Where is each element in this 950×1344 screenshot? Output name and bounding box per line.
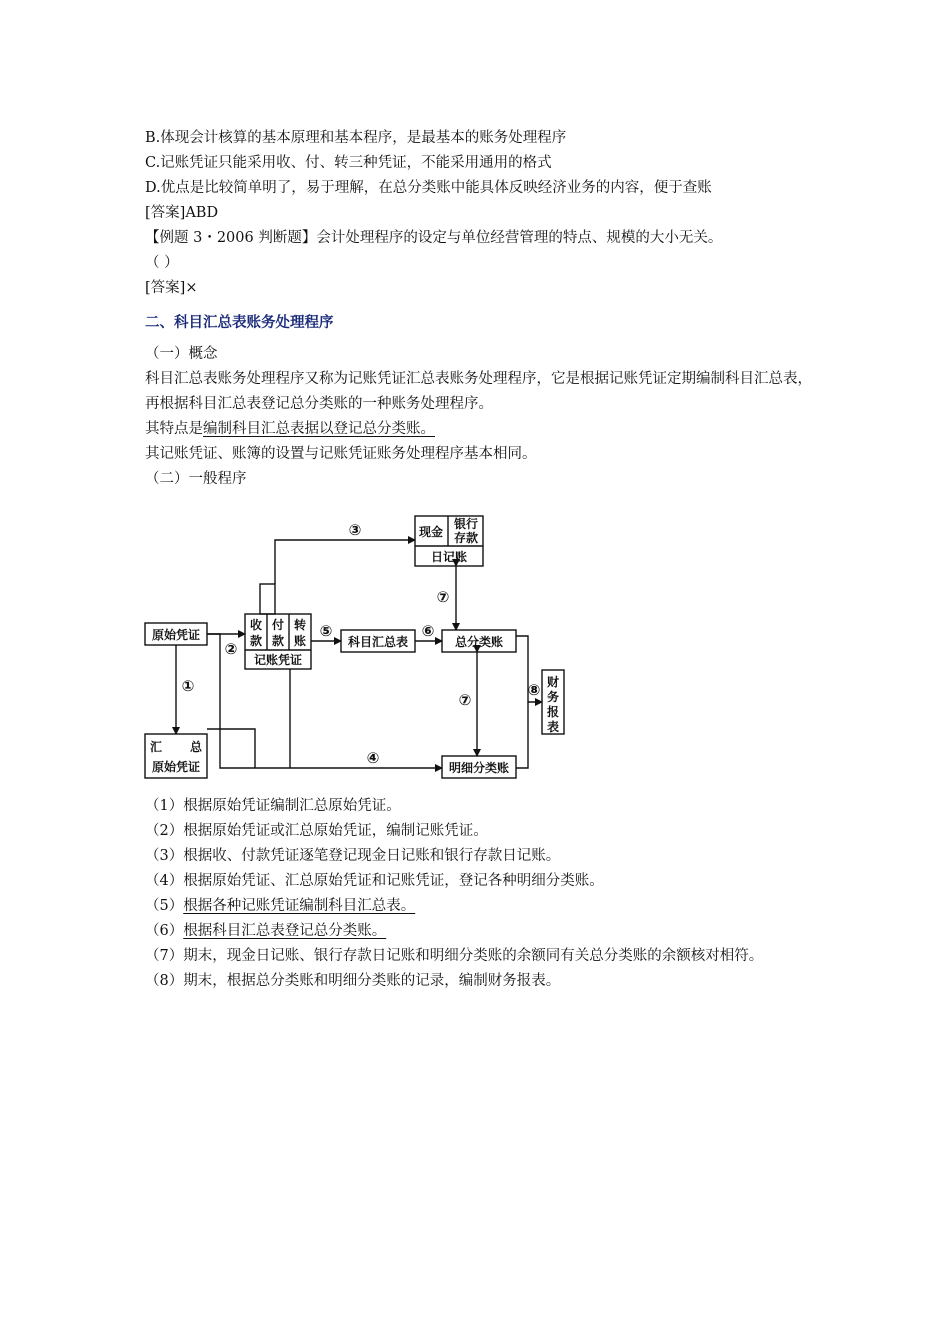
step-5 — [145, 894, 815, 919]
label-payment-1: 付 — [271, 618, 285, 632]
step-6 — [145, 919, 815, 944]
flow-diagram — [140, 506, 590, 786]
label-report-1: 财 — [546, 675, 560, 689]
label-report-3: 报 — [546, 705, 560, 719]
step-5-prefix: （5） — [145, 898, 184, 914]
label-summary-c: 原始凭证 — [151, 760, 201, 774]
concept-title: （一）概念 — [145, 346, 218, 362]
label-bank-2: 存款 — [453, 531, 479, 545]
label-transfer-2: 账 — [293, 634, 307, 648]
example-question: 【例题 3・2006 判断题】会计处理程序的设定与单位经营管理的特点、规模的大小无关。 — [145, 230, 723, 246]
step-5-underlined: 根据各种记账凭证编制科目汇总表。 — [183, 898, 416, 914]
num-7a: ⑦ — [436, 588, 450, 606]
procedure-title: （二）一般程序 — [145, 471, 247, 487]
label-original: 原始凭证 — [151, 628, 201, 642]
label-journal: 日记账 — [430, 550, 468, 564]
step-6-prefix: （6） — [145, 923, 184, 939]
feature-line — [145, 417, 815, 442]
example-paren: （ ） — [145, 255, 179, 271]
label-payment-2: 款 — [271, 634, 285, 648]
num-3: ③ — [348, 521, 362, 539]
label-receipt-2: 款 — [249, 634, 263, 648]
document-body — [145, 126, 815, 492]
step-7: （7）期末，现金日记账、银行存款日记账和明细分类账的余额同有关总分类账的余额核对相符。 — [145, 948, 764, 964]
feature-prefix: 其特点是 — [145, 421, 203, 437]
label-transfer-1: 转 — [293, 618, 307, 632]
num-8: ⑧ — [527, 681, 541, 699]
label-cash: 现金 — [418, 525, 444, 539]
label-summary-a: 汇 — [149, 740, 163, 754]
step-6-underlined: 根据科目汇总表登记总分类账。 — [183, 923, 387, 939]
label-report-4: 表 — [546, 720, 560, 734]
box-stub — [260, 584, 275, 614]
label-bank-1: 银行 — [453, 517, 479, 531]
procedure-steps — [145, 794, 815, 994]
label-receipt-1: 收 — [249, 618, 263, 632]
same-text: 其记账凭证、账簿的设置与记账凭证账务处理程序基本相同。 — [145, 446, 537, 462]
option-c: C.记账凭证只能采用收、付、转三种凭证，不能采用通用的格式 — [145, 155, 552, 171]
arrow-4-original — [207, 634, 442, 768]
answer-1: [答案]ABD — [145, 205, 219, 221]
label-voucher: 记账凭证 — [253, 653, 303, 667]
step-8: （8）期末，根据总分类账和明细分类账的记录，编制财务报表。 — [145, 973, 561, 989]
option-d: D.优点是比较简单明了，易于理解，在总分类账中能具体反映经济业务的内容，便于查账 — [145, 180, 712, 196]
arrow-4-summary — [207, 729, 255, 768]
arrow-8-detail — [516, 702, 528, 768]
arrow-3 — [275, 540, 415, 584]
label-detail: 明细分类账 — [448, 761, 510, 775]
answer-2: [答案]× — [145, 280, 198, 296]
num-4: ④ — [366, 749, 380, 767]
num-2: ② — [224, 640, 238, 658]
num-6: ⑥ — [421, 622, 435, 640]
label-subject: 科目汇总表 — [347, 635, 409, 649]
num-1: ① — [181, 677, 195, 695]
option-b: B.体现会计核算的基本原理和基本程序，是最基本的账务处理程序 — [145, 130, 567, 146]
concept-text: 科目汇总表账务处理程序又称为记账凭证汇总表账务处理程序，它是根据记账凭证定期编制科目汇总表，再根据科目汇总表登记总分类账的一种账务处理程序。 — [145, 371, 812, 412]
label-report-2: 务 — [546, 690, 560, 704]
step-4: （4）根据原始凭证、汇总原始凭证和记账凭证，登记各种明细分类账。 — [145, 873, 604, 889]
label-general: 总分类账 — [454, 635, 504, 649]
step-1: （1）根据原始凭证编制汇总原始凭证。 — [145, 798, 401, 814]
num-7b: ⑦ — [458, 691, 472, 709]
step-2: （2）根据原始凭证或汇总原始凭证，编制记账凭证。 — [145, 823, 488, 839]
num-5: ⑤ — [319, 622, 333, 640]
label-summary-b: 总 — [189, 740, 203, 754]
feature-underlined: 编制科目汇总表据以登记总分类账。 — [203, 421, 435, 437]
step-3: （3）根据收、付款凭证逐笔登记现金日记账和银行存款日记账。 — [145, 848, 561, 864]
section-title: 二、科目汇总表账务处理程序 — [145, 315, 334, 331]
